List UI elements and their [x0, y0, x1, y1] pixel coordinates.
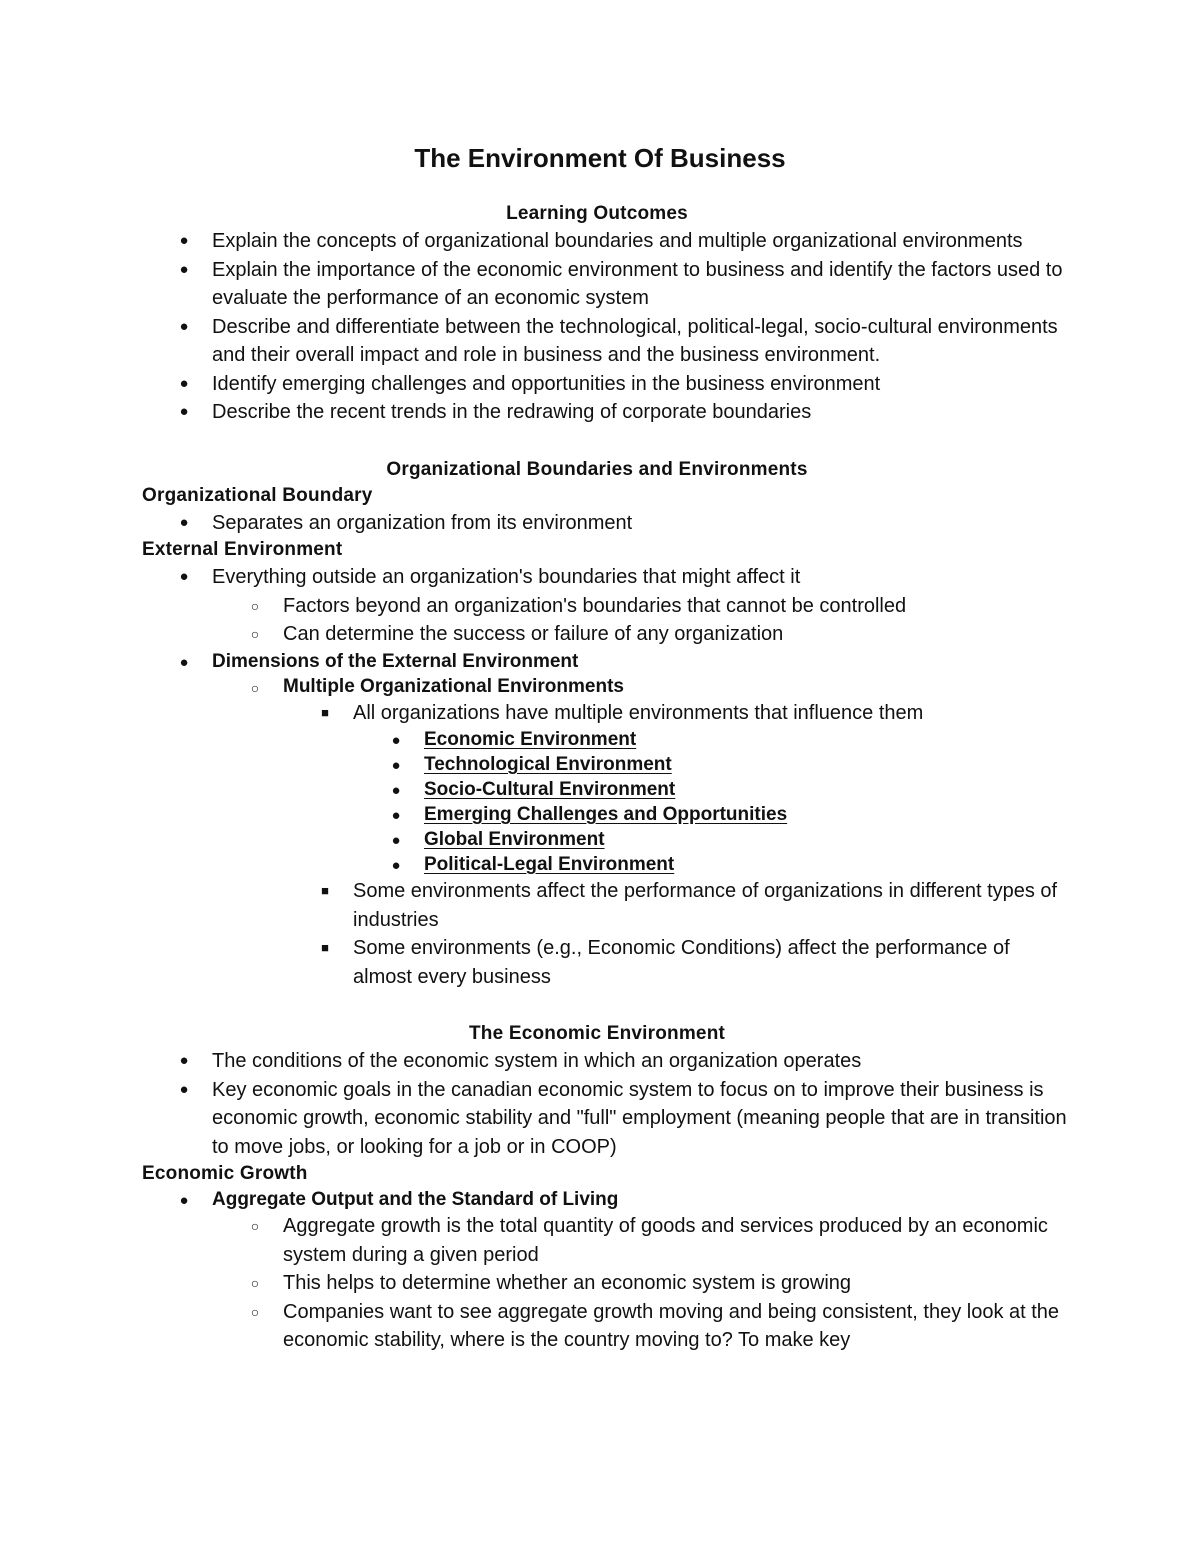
economic-environment-heading: The Economic Environment [468, 1023, 726, 1044]
list-item: ■ Some environments (e.g., Economic Conditions) affect the performance of almost every business [142, 934, 1072, 991]
bullet-icon: ● [179, 1080, 189, 1098]
square-bullet-icon: ■ [321, 883, 329, 898]
bullet-icon: ● [179, 513, 189, 531]
list-item: ○ Companies want to see aggregate growth moving and being consistent, they look at the economic stability, where is the country moving to? To make key [142, 1298, 1072, 1355]
bullet-icon: ● [179, 260, 189, 278]
circle-bullet-icon: ○ [250, 626, 260, 642]
environment-link-item[interactable] [142, 752, 1072, 777]
bullet-icon: ● [179, 653, 189, 671]
bullet-icon: ● [179, 403, 189, 420]
socio-cultural-environment-link[interactable]: Socio-Cultural Environment [424, 779, 676, 800]
org-boundary-subheading: Organizational Boundary [142, 484, 373, 506]
document-body [142, 201, 1072, 1355]
circle-bullet-icon: ○ [250, 1303, 260, 1320]
list-item: ● Describe the recent trends in the redrawing of corporate boundaries [142, 398, 1072, 427]
list-item: ○ Factors beyond an organization's boundaries that cannot be controlled [142, 592, 1072, 621]
bullet-icon: ● [391, 832, 401, 849]
list-item: ● Everything outside an organization's boundaries that might affect it [142, 563, 1072, 592]
list-item: ○ Multiple Organizational Environments [142, 674, 1072, 699]
list-item: ● Dimensions of the External Environment [142, 649, 1072, 674]
bullet-icon: ● [179, 568, 189, 585]
global-environment-link[interactable]: Global Environment [424, 829, 605, 850]
circle-bullet-icon: ○ [250, 597, 260, 614]
economic-growth-subheading: Economic Growth [142, 1163, 308, 1184]
list-item: ○ This helps to determine whether an economic system is growing [142, 1269, 1072, 1298]
emerging-challenges-link[interactable]: Emerging Challenges and Opportunities [424, 804, 788, 825]
circle-bullet-icon: ○ [250, 1218, 260, 1234]
bullet-icon: ● [391, 807, 401, 824]
page-title: The Environment Of Business [414, 143, 786, 173]
square-bullet-icon: ■ [321, 940, 329, 955]
list-item: ■ All organizations have multiple environments that influence them [142, 699, 1072, 728]
technological-environment-link[interactable]: Technological Environment [424, 754, 672, 775]
list-item: ■ Some environments affect the performance of organizations in different types of industries [142, 877, 1072, 934]
political-legal-environment-link[interactable]: Political-Legal Environment [424, 854, 675, 875]
environment-link-item[interactable] [142, 802, 1072, 827]
list-item: ● Describe and differentiate between the technological, political-legal, socio-cultural environments and their overall impact and role in business and the business environment. [142, 313, 1072, 370]
economic-environment-link[interactable]: Economic Environment [424, 729, 637, 750]
bullet-icon: ● [391, 782, 401, 799]
list-item: ● Explain the concepts of organizational boundaries and multiple organizational environments [142, 227, 1072, 256]
list-item: ● Identify emerging challenges and opportunities in the business environment [142, 370, 1072, 399]
org-boundaries-heading: Organizational Boundaries and Environments [386, 458, 808, 480]
environment-link-item[interactable] [142, 777, 1072, 802]
bullet-icon: ● [179, 1052, 189, 1069]
bullet-icon: ● [179, 317, 189, 335]
circle-bullet-icon: ○ [250, 1275, 260, 1291]
learning-outcomes-list [142, 227, 1072, 427]
list-item: ● Aggregate Output and the Standard of Living [142, 1187, 1072, 1212]
bullet-icon: ● [179, 232, 189, 249]
list-item: ● Separates an organization from its environment [142, 509, 1072, 538]
bullet-icon: ● [179, 374, 189, 392]
learning-outcomes-heading: Learning Outcomes [506, 203, 688, 224]
circle-bullet-icon: ○ [250, 679, 260, 696]
list-item: ● Explain the importance of the economic environment to business and identify the factors used to evaluate the performance of an economic system [142, 256, 1072, 313]
list-item: ○ Aggregate growth is the total quantity of goods and services produced by an economic system during a given period [142, 1212, 1072, 1269]
bullet-icon: ● [179, 1192, 189, 1209]
bullet-icon: ● [391, 732, 401, 749]
environment-link-item[interactable] [142, 827, 1072, 852]
external-environment-subheading: External Environment [142, 539, 343, 560]
bullet-icon: ● [391, 757, 401, 774]
bullet-icon: ● [391, 857, 401, 874]
list-item: ● The conditions of the economic system in which an organization operates [142, 1047, 1072, 1076]
list-item: ● Key economic goals in the canadian economic system to focus on to improve their business is economic growth, economic stability and "full" employment (meaning people that are in transition to move jobs, or looking for a job or in COOP) [142, 1076, 1072, 1162]
square-bullet-icon: ■ [321, 704, 329, 720]
list-item: ○ Can determine the success or failure of any organization [142, 620, 1072, 649]
environment-link-item[interactable] [142, 852, 1072, 877]
environment-link-item[interactable] [142, 727, 1072, 752]
